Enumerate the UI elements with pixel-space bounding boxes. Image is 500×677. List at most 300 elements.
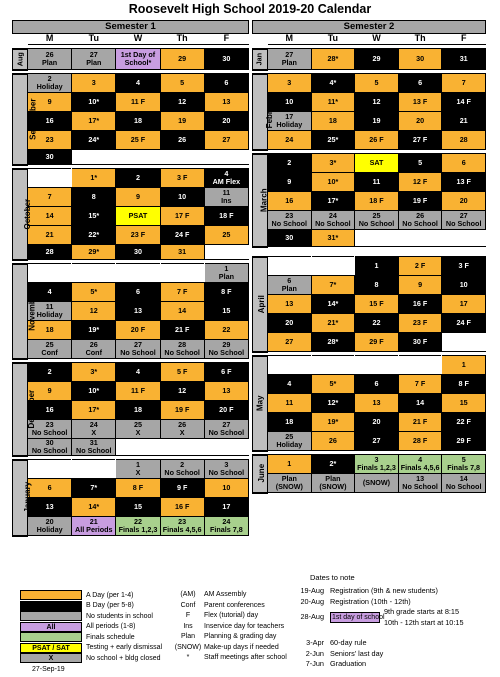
day-cell xyxy=(268,455,312,474)
month-label xyxy=(253,49,268,70)
day-note: Finals 4,5,6 xyxy=(162,525,202,534)
day-number: 5* xyxy=(90,287,98,297)
day-cell xyxy=(116,131,160,150)
day-cell xyxy=(355,432,399,451)
day-number: 1* xyxy=(90,173,98,183)
day-number: 2 xyxy=(180,460,185,470)
day-number: 3 F xyxy=(458,261,469,271)
day-number: 4 xyxy=(418,455,423,465)
day-cell xyxy=(355,295,399,314)
legend-label: No school + bldg closed xyxy=(86,654,161,662)
day-cell xyxy=(355,131,399,150)
month-label xyxy=(253,356,268,451)
day-number: 8 xyxy=(91,192,96,202)
day-cell xyxy=(116,460,160,479)
abbreviation-code: Conf xyxy=(180,601,196,609)
day-note: Finals 7,8 xyxy=(447,463,481,472)
day-number: PSAT xyxy=(128,211,148,221)
day-cell xyxy=(204,226,248,245)
day-number: 11 xyxy=(285,398,294,408)
date-item xyxy=(278,607,490,628)
day-number: 11 F xyxy=(130,386,145,396)
day-number: 24 xyxy=(222,517,231,527)
day-number: 28 xyxy=(178,340,187,350)
day-cell xyxy=(311,211,355,230)
month-label xyxy=(253,74,274,150)
day-cell xyxy=(204,401,248,420)
day-number: 11* xyxy=(327,97,339,107)
day-number: 25 xyxy=(222,230,231,240)
day-number: 20 xyxy=(416,116,425,126)
day-number: 4 xyxy=(135,367,140,377)
week-row xyxy=(253,314,486,333)
day-number: 18 xyxy=(328,116,337,126)
day-cell xyxy=(28,340,72,359)
day-number: 9 xyxy=(47,386,52,396)
day-number: 1 xyxy=(287,459,292,469)
day-cell xyxy=(355,74,399,93)
day-number: 27 xyxy=(222,420,231,430)
day-cell xyxy=(268,131,312,150)
day-number: 13 F xyxy=(456,177,471,187)
date-desc-lines xyxy=(384,607,464,628)
day-number: 2* xyxy=(329,459,337,469)
day-note: X xyxy=(135,468,141,477)
day-number: 7 xyxy=(461,78,466,88)
day-cell xyxy=(398,455,442,474)
day-number: SAT xyxy=(369,158,384,168)
day-number: 26 xyxy=(178,420,187,430)
day-number: 11 F xyxy=(130,97,145,107)
day-number: 13 xyxy=(133,306,142,316)
day-cell xyxy=(268,394,312,413)
day-cell xyxy=(268,356,312,375)
day-note: Conf xyxy=(41,348,58,357)
day-cell xyxy=(116,93,160,112)
day-note: Conf xyxy=(85,348,102,357)
day-cell xyxy=(398,314,442,333)
day-number: 8 F xyxy=(132,483,144,493)
day-number: 13 xyxy=(416,474,425,484)
date-desc: Seniors' last day xyxy=(330,648,384,658)
day-number: 23 F xyxy=(412,318,428,328)
day-number: 9 F xyxy=(176,483,188,493)
month-name: May xyxy=(255,395,265,411)
day-number: 22 F xyxy=(456,417,471,427)
day-note: No School xyxy=(164,348,200,357)
week-row xyxy=(253,295,486,314)
day-cell xyxy=(160,517,204,536)
day-cell xyxy=(442,474,486,493)
day-number: 22 xyxy=(372,318,381,328)
day-number: 16 xyxy=(285,196,294,206)
date-item xyxy=(278,638,490,649)
day-number: 12 xyxy=(178,97,187,107)
day-cell xyxy=(116,264,160,283)
week-row xyxy=(13,479,249,498)
month-name: February xyxy=(264,94,274,129)
week-row xyxy=(13,363,249,382)
abbreviation-desc: Make-up days if needed xyxy=(204,643,279,651)
day-number: 29 xyxy=(178,54,187,64)
day-number: 24 xyxy=(89,420,98,430)
day-cell xyxy=(355,375,399,394)
day-cell xyxy=(355,333,399,352)
week-row xyxy=(13,340,249,359)
semester-1-calendar xyxy=(12,20,249,537)
legend-swatch xyxy=(20,611,82,621)
day-number: 15 xyxy=(222,306,231,316)
day-cell xyxy=(355,211,399,230)
day-cell xyxy=(268,276,312,295)
day-cell xyxy=(268,432,312,451)
day-cell xyxy=(311,49,355,70)
day-number: 30 F xyxy=(412,337,428,347)
day-note: No School xyxy=(271,219,308,228)
day-cell xyxy=(204,321,248,340)
date-desc xyxy=(330,607,464,628)
legend-swatch xyxy=(20,590,82,600)
day-number: 25 xyxy=(372,211,381,221)
day-cell xyxy=(268,314,312,333)
day-cell xyxy=(442,432,486,451)
day-cell xyxy=(72,207,116,226)
day-number: 7 xyxy=(47,192,52,202)
day-note: X xyxy=(179,428,185,437)
day-cell xyxy=(398,413,442,432)
month-label xyxy=(13,460,33,536)
day-note: No School xyxy=(402,219,438,228)
day-cell xyxy=(160,112,204,131)
day-cell xyxy=(398,394,442,413)
week-row xyxy=(253,154,486,173)
day-number: 18 xyxy=(133,405,142,415)
day-cell xyxy=(28,207,72,226)
day-number: 21* xyxy=(327,318,339,328)
day-number: 29 F xyxy=(456,436,471,446)
day-cell xyxy=(28,49,72,70)
day-number: 27 F xyxy=(412,135,428,145)
day-cell xyxy=(72,188,116,207)
day-cell xyxy=(268,192,312,211)
day-cell xyxy=(160,382,204,401)
day-note: X xyxy=(91,428,97,437)
day-number: 12 xyxy=(89,306,98,316)
day-cell xyxy=(72,420,116,439)
day-cell xyxy=(442,112,486,131)
month-name: April xyxy=(256,294,266,314)
day-cell xyxy=(204,498,248,517)
day-number: 16 F xyxy=(174,502,190,512)
day-number: 4 xyxy=(47,287,52,297)
week-row xyxy=(13,498,249,517)
day-cell xyxy=(204,439,248,456)
day-note: X xyxy=(135,428,141,437)
day-number: 10* xyxy=(88,386,100,396)
day-note: Plan xyxy=(86,58,102,67)
week-row xyxy=(253,474,486,493)
day-note: Holiday xyxy=(36,525,63,534)
day-cell xyxy=(398,276,442,295)
day-cell xyxy=(116,340,160,359)
day-number: 19 xyxy=(178,116,187,126)
legend-swatch xyxy=(20,601,82,611)
day-cell xyxy=(268,474,312,493)
day-cell xyxy=(72,93,116,112)
day-number: 29 xyxy=(372,54,381,64)
day-number: 13 xyxy=(222,97,231,107)
day-number: 13 F xyxy=(412,97,428,107)
day-cell xyxy=(311,356,355,375)
day-header-spacer xyxy=(253,34,268,45)
legend-label: All periods (1-8) xyxy=(86,623,136,631)
date-desc: Registration (9th & new students) xyxy=(330,586,438,595)
day-number: 13 xyxy=(372,398,381,408)
month-label xyxy=(253,257,268,352)
day-cell xyxy=(311,112,355,131)
dates-heading: Dates to note xyxy=(310,573,355,582)
day-number: 4 xyxy=(224,169,229,179)
day-number: 6 xyxy=(224,78,229,88)
day-cell xyxy=(442,173,486,192)
date-desc: 60-day rule xyxy=(330,638,367,647)
day-note: Finals 4,5,6 xyxy=(400,463,440,472)
day-number: 20 F xyxy=(219,405,234,415)
day-cell xyxy=(398,74,442,93)
day-note: No School xyxy=(445,482,482,491)
day-number: 24 xyxy=(328,211,337,221)
date-value: 7-Jun xyxy=(305,659,324,668)
day-cell xyxy=(268,333,312,352)
abbreviation-desc: Flex (tutorial) day xyxy=(204,612,259,619)
day-number: 2 xyxy=(47,74,52,84)
day-number: 23 xyxy=(45,420,54,430)
week-row xyxy=(13,49,249,70)
day-cell xyxy=(311,394,355,413)
day-cell xyxy=(398,211,442,230)
day-cell xyxy=(116,112,160,131)
day-cell xyxy=(311,413,355,432)
week-row xyxy=(253,276,486,295)
day-number: 17* xyxy=(88,405,100,415)
month-name: December xyxy=(27,389,37,429)
month-label xyxy=(13,363,37,456)
day-cell xyxy=(72,245,116,260)
day-cell xyxy=(398,131,442,150)
day-number: 17* xyxy=(88,116,100,126)
day-cell xyxy=(268,413,312,432)
day-number: 23 xyxy=(45,135,54,145)
day-cell xyxy=(72,460,116,479)
day-number: 26 F xyxy=(369,135,384,145)
day-cell xyxy=(442,154,486,173)
date-value: 2-Jun xyxy=(305,648,324,658)
day-header: M xyxy=(28,34,72,45)
day-number: 6 xyxy=(287,276,292,286)
day-cell xyxy=(160,321,204,340)
week-row xyxy=(253,49,486,70)
day-number: 5* xyxy=(329,379,337,389)
day-number: 20 F xyxy=(130,325,146,335)
day-cell xyxy=(442,295,486,314)
day-number: 8 xyxy=(374,280,379,290)
day-number: 21 F xyxy=(174,325,190,335)
day-number: 3* xyxy=(90,367,98,377)
week-row xyxy=(253,333,486,352)
day-note: Finals 1,2,3 xyxy=(118,525,158,534)
day-note: Holiday xyxy=(276,440,303,449)
week-row xyxy=(253,257,486,276)
abbreviation-code: F xyxy=(185,612,191,619)
day-cell xyxy=(398,375,442,394)
week-row xyxy=(253,74,486,93)
day-cell xyxy=(28,264,72,283)
day-cell xyxy=(398,295,442,314)
abbreviation-desc: Staff meetings after school xyxy=(204,654,287,661)
day-number: 30 xyxy=(45,152,54,162)
day-header: Th xyxy=(398,34,442,45)
day-cell xyxy=(72,131,116,150)
day-number: 28 xyxy=(459,135,468,145)
day-cell xyxy=(311,154,355,173)
day-cell xyxy=(116,420,160,439)
week-row xyxy=(13,264,249,283)
day-cell xyxy=(311,295,355,314)
day-cell xyxy=(442,314,486,333)
day-cell xyxy=(268,74,312,93)
day-number: 31 xyxy=(459,54,468,64)
day-cell xyxy=(160,283,204,302)
month-label xyxy=(13,264,37,359)
day-cell xyxy=(160,363,204,382)
day-number: 15 F xyxy=(369,299,384,309)
day-header: W xyxy=(116,34,160,45)
day-number: 27 xyxy=(285,50,294,60)
day-number: 3 F xyxy=(176,173,188,183)
day-cell xyxy=(72,382,116,401)
day-header: M xyxy=(268,34,312,45)
day-cell xyxy=(311,93,355,112)
day-cell xyxy=(442,192,486,211)
day-number: 2 F xyxy=(414,261,426,271)
day-number: 4 xyxy=(287,379,292,389)
day-number: 20 xyxy=(372,417,381,427)
month-label xyxy=(253,455,268,493)
day-cell xyxy=(442,74,486,93)
day-cell xyxy=(116,439,160,456)
day-number: 5 xyxy=(418,158,423,168)
day-cell xyxy=(442,455,486,474)
day-note: Finals 7,8 xyxy=(209,525,243,534)
day-header: F xyxy=(442,34,486,45)
page-title: Roosevelt High School 2019-20 Calendar xyxy=(128,2,372,16)
week-row xyxy=(253,455,486,474)
day-note: All Periods xyxy=(75,525,113,534)
day-cell xyxy=(311,455,355,474)
day-number: 27 xyxy=(222,135,231,145)
day-note: AM Flex xyxy=(212,177,241,186)
day-cell xyxy=(311,192,355,211)
day-number: 16 xyxy=(45,405,54,415)
day-number: Plan (SNOW) xyxy=(319,474,347,491)
month-name: November xyxy=(27,291,37,331)
abbreviation-desc: Parent conferences xyxy=(204,601,265,609)
day-number: 14* xyxy=(88,502,100,512)
day-number: 3 xyxy=(224,460,229,470)
day-cell xyxy=(442,394,486,413)
day-number: 22 xyxy=(222,325,231,335)
day-number: 7 F xyxy=(176,287,188,297)
day-number: 19 xyxy=(372,116,381,126)
day-note: No School xyxy=(31,446,68,455)
day-note: Finals 1,2,3 xyxy=(357,463,396,472)
legend-label: No students in school xyxy=(86,612,153,620)
date-desc-line: 9th grade starts at 8:15 xyxy=(384,607,460,616)
day-cell xyxy=(398,112,442,131)
legend-swatch xyxy=(20,632,82,642)
day-cell xyxy=(28,226,72,245)
day-note: No School xyxy=(164,468,200,477)
first-day-badge: 1st day of school xyxy=(330,612,380,624)
day-number: 17 F xyxy=(174,211,190,221)
legend-swatch: PSAT / SAT xyxy=(20,643,82,653)
day-number: 23 F xyxy=(130,230,146,240)
week-row xyxy=(13,439,249,456)
legend-label: Testing + early dismissal xyxy=(86,644,163,652)
date-value: 20-Aug xyxy=(300,596,324,606)
week-row xyxy=(13,321,249,340)
abbreviation-desc: Planning & grading day xyxy=(204,633,277,640)
day-number: 9 xyxy=(47,97,52,107)
day-number: 14 F xyxy=(456,97,471,107)
day-cell xyxy=(116,517,160,536)
week-row xyxy=(253,394,486,413)
day-cell xyxy=(116,74,160,93)
day-cell xyxy=(204,302,248,321)
day-cell xyxy=(398,474,442,493)
month-label xyxy=(13,169,33,260)
week-row xyxy=(253,93,486,112)
day-cell xyxy=(311,276,355,295)
day-number: 7 F xyxy=(414,379,426,389)
day-cell xyxy=(160,188,204,207)
day-cell xyxy=(268,257,312,276)
week-row xyxy=(13,245,249,260)
day-number: 11 xyxy=(45,302,54,312)
day-number: 10 xyxy=(222,483,231,493)
day-cell xyxy=(204,150,248,165)
day-number: 20 xyxy=(222,116,231,126)
day-cell xyxy=(311,314,355,333)
day-cell xyxy=(398,49,442,70)
day-number: 5 xyxy=(180,78,185,88)
day-cell xyxy=(204,169,248,188)
week-row xyxy=(13,131,249,150)
day-number: 20 xyxy=(45,517,54,527)
day-number: 31 xyxy=(89,438,98,448)
day-cell xyxy=(116,382,160,401)
day-number: 30 xyxy=(222,54,231,64)
day-cell xyxy=(355,356,399,375)
week-row xyxy=(13,112,249,131)
day-cell xyxy=(268,295,312,314)
day-cell xyxy=(398,230,442,247)
day-cell xyxy=(116,302,160,321)
day-note: No School xyxy=(76,446,112,455)
day-cell xyxy=(355,314,399,333)
day-number: 14 xyxy=(178,306,187,316)
day-number: 9 xyxy=(135,192,140,202)
